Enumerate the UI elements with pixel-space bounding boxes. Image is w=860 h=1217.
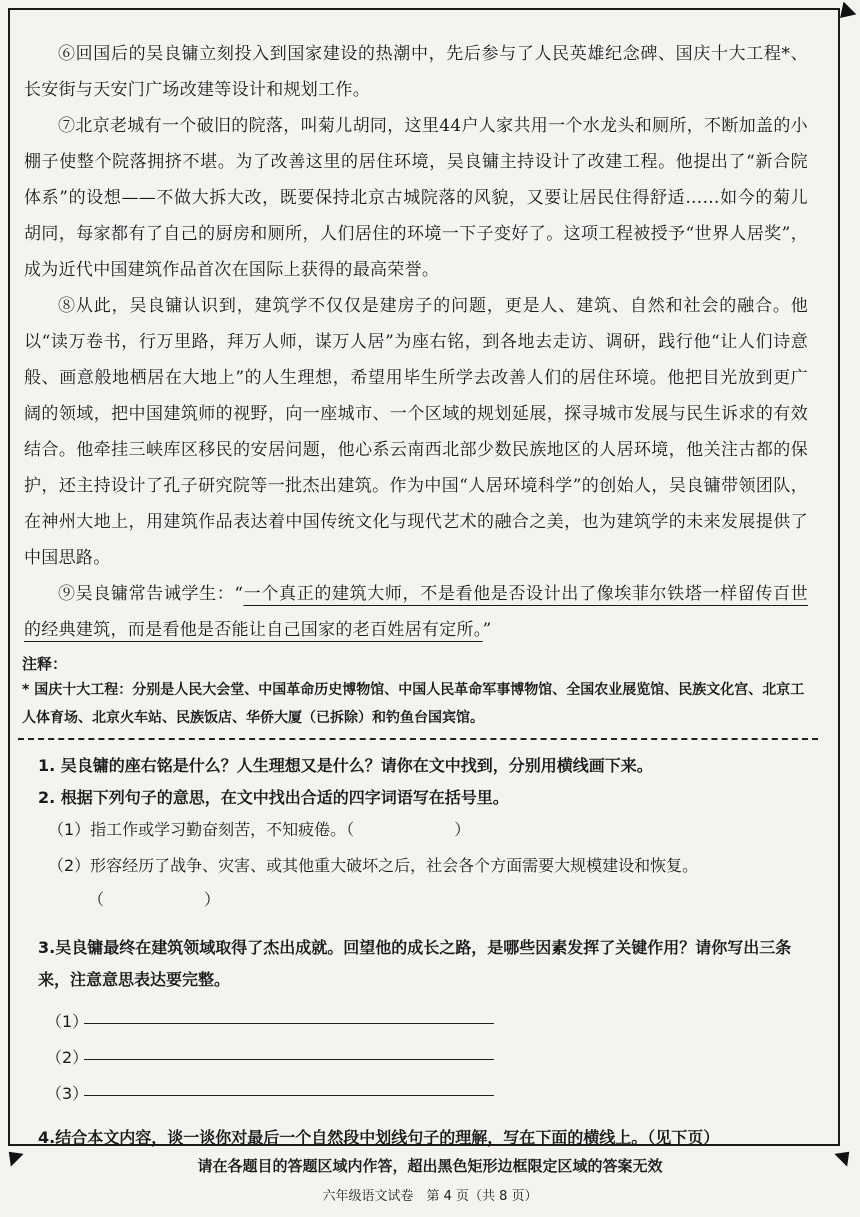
dashed-divider [18,738,818,740]
answer-area-warning: 请在各题目的答题区域内作答，超出黑色矩形边框限定区域的答案无效 [197,1157,663,1175]
question-2-item-1-text: （1）指工作或学习勤奋刻苦，不知疲倦。（ [48,820,355,839]
answer-line-2[interactable] [84,1059,494,1060]
question-2-item-2: （2）形容经历了战争、灾害、或其他重大破坏之后，社会各个方面需要大规模建设和恢复。 [48,856,699,875]
answer-label-3: （3） [46,1084,89,1103]
question-2-item-2-blank-line [88,882,810,918]
answer-row-3 [46,1068,810,1104]
annotation-text: * 国庆十大工程：分别是人民大会堂、中国革命历史博物馆、中国人民革命军事博物馆、全国农业展览馆、民族文化宫、北京工人体育场、北京火车站、民族饭店、华侨大厦（已拆除）和钓鱼台国宾馆。 [22,682,805,726]
paragraph-9 [24,576,808,648]
paragraph-6: ⑥回国后的吴良镛立刻投入到国家建设的热潮中，先后参与了人民英雄纪念碑、国庆十大工程*、长安街与天安门广场改建等设计和规划工作。 [24,44,808,100]
annotation-title: 注释： [22,655,68,673]
question-2-item-2-open: （ [88,890,105,909]
question-2: 2. 根据下列句子的意思，在文中找出合适的四字词语写在括号里。 [38,788,509,807]
question-section [38,750,810,1154]
question-1: 1. 吴良镛的座右铭是什么？人生理想又是什么？请你在文中找到，分别用横线画下来。 [38,756,653,775]
answer-line-3[interactable] [84,1095,494,1096]
answer-row-1 [46,996,810,1032]
answer-line-1[interactable] [84,1023,494,1024]
paragraph-7: ⑦北京老城有一个破旧的院落，叫菊儿胡同，这里44户人家共用一个水龙头和厕所，不断加盖的小棚子使整个院落拥挤不堪。为了改善这里的居住环境，吴良镛主持设计了改建工程。他提出了“新合院体系”的设想——不做大拆大改，既要保持北京古城院落的风貌，又要让居民住得舒适……如今的菊儿胡同，每家都有了自己的厨房和厕所，人们居住的环境一下子变好了。这项工程被授予“世界人居奖”，成为近代中国建筑作品首次在国际上获得的最高荣誉。 [24,116,808,280]
reading-passage [24,36,808,648]
answer-label-1: （1） [46,1012,89,1031]
paragraph-8: ⑧从此，吴良镛认识到，建筑学不仅仅是建房子的问题，更是人、建筑、自然和社会的融合。他以“读万卷书，行万里路，拜万人师，谋万人居”为座右铭，到各地去走访、调研，践行他“让人们诗意般、画意般地栖居在大地上”的人生理想，希望用毕生所学去改善人们的居住环境。他把目光放到更广阔的领域，把中国建筑师的视野，向一座城市、一个区域的规划延展，探寻城市发展与民生诉求的有效结合。他牵挂三峡库区移民的安居问题，他心系云南西北部少数民族地区的人居环境，他关注古都的保护，还主持设计了孔子研究院等一批杰出建筑。作为中国“人居环境科学”的创始人，吴良镛带领团队，在神州大地上，用建筑作品表达着中国传统文化与现代艺术的融合之美，也为建筑学的未来发展提供了中国思路。 [24,296,808,568]
question-3: 3.吴良镛最终在建筑领域取得了杰出成就。回望他的成长之路，是哪些因素发挥了关键作用？请你写出三条来，注意意思表达要完整。 [38,938,792,989]
question-2-item-1 [48,814,810,846]
page-number: 六年级语文试卷 第 4 页（共 8 页） [322,1189,538,1204]
question-2-item-1-close: ） [454,820,471,839]
paragraph-9-prefix: ⑨吴良镛常告诫学生：“ [58,584,244,604]
underlined-sentence: 一个真正的建筑大师，不是看他是否设计出了像埃菲尔铁塔一样留传百世的经典建筑，而是看他是否能让自己国家的老百姓居有定所。 [24,584,808,640]
answer-row-2 [46,1032,810,1068]
answer-label-2: （2） [46,1048,89,1067]
paragraph-9-suffix: ” [482,620,492,640]
question-4: 4.结合本文内容，谈一谈你对最后一个自然段中划线句子的理解，写在下面的横线上。（见下页） [38,1128,720,1147]
annotation-section [22,652,812,732]
question-2-item-2-close: ） [204,890,221,909]
